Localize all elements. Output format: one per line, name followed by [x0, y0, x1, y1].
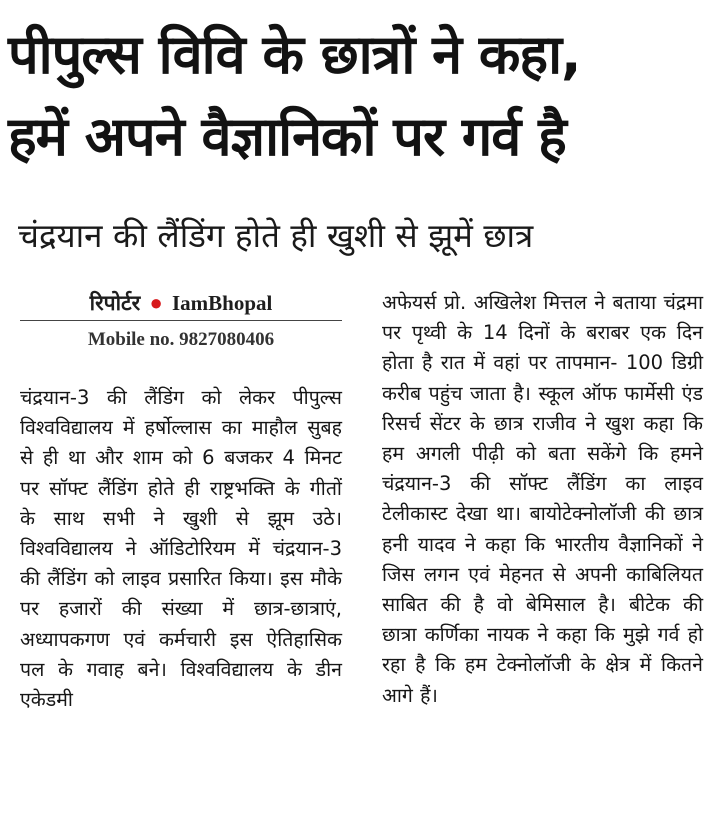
- left-column-text: चंद्रयान-3 की लैंडिंग को लेकर पीपुल्स विश्वविद्यालय में हर्षोल्लास का माहौल सुबह से ही था और शाम को 6 बजकर 4 मिनट पर सॉफ्ट लैंडिंग होते ही राष्ट्रभक्ति के गीतों के साथ सभी ने खुशी से झूम उठे। विश्वविद्यालय ने ऑडिटोरियम में चंद्रयान-3 की लैंडिंग को लाइव प्रसारित किया। इस मौके पर हजारों की संख्या में छात्र-छात्राएं, अध्यापकगण एवं कर्मचारी इस ऐतिहासिक पल के गवाह बने। विश्वविद्यालय के डीन एकेडमी: [20, 386, 342, 712]
- article-column-right: [382, 288, 703, 711]
- reporter-name: IamBhopal: [172, 291, 273, 315]
- headline-line-1: पीपुल्स विवि के छात्रों ने कहा,: [8, 23, 581, 86]
- bullet-dot-icon: ●: [149, 290, 163, 315]
- headline: [8, 14, 713, 178]
- reporter-label: रिपोर्टर: [89, 291, 141, 315]
- byline: [20, 288, 342, 355]
- mobile-number: 9827080406: [179, 329, 275, 350]
- mobile-line: [20, 325, 342, 355]
- article-column-left: [20, 383, 342, 715]
- byline-divider: [20, 320, 342, 321]
- right-column-text: अफेयर्स प्रो. अखिलेश मित्तल ने बताया चंद्रमा पर पृथ्वी के 14 दिनों के बराबर एक दिन होता है रात में वहां पर तापमान- 100 डिग्री करीब पहुंच जाता है। स्कूल ऑफ फार्मेसी एंड रिसर्च सेंटर के छात्र राजीव ने खुश कहा कि हम अगली पीढ़ी को बता सकेंगे कि हमने चंद्रयान-3 की सॉफ्ट लैंडिंग का लाइव टेलीकास्ट देखा था। बायोटेक्नोलॉजी की छात्र हनी यादव ने कहा कि भारतीय वैज्ञानिकों ने जिस लगन एवं मेहनत से अपनी काबिलियत साबित की है वो बेमिसाल है। बीटेक की छात्रा कर्णिका नायक ने कहा कि मुझे गर्व हो रहा है कि हम टेक्नोलॉजी के क्षेत्र में कितने आगे हैं।: [382, 291, 703, 707]
- subheadline: चंद्रयान की लैंडिंग होते ही खुशी से झूमें छात्र: [18, 216, 534, 255]
- reporter-line: [20, 288, 342, 318]
- headline-line-2: हमें अपने वैज्ञानिकों पर गर्व है: [8, 105, 566, 168]
- mobile-label: Mobile no.: [87, 329, 175, 350]
